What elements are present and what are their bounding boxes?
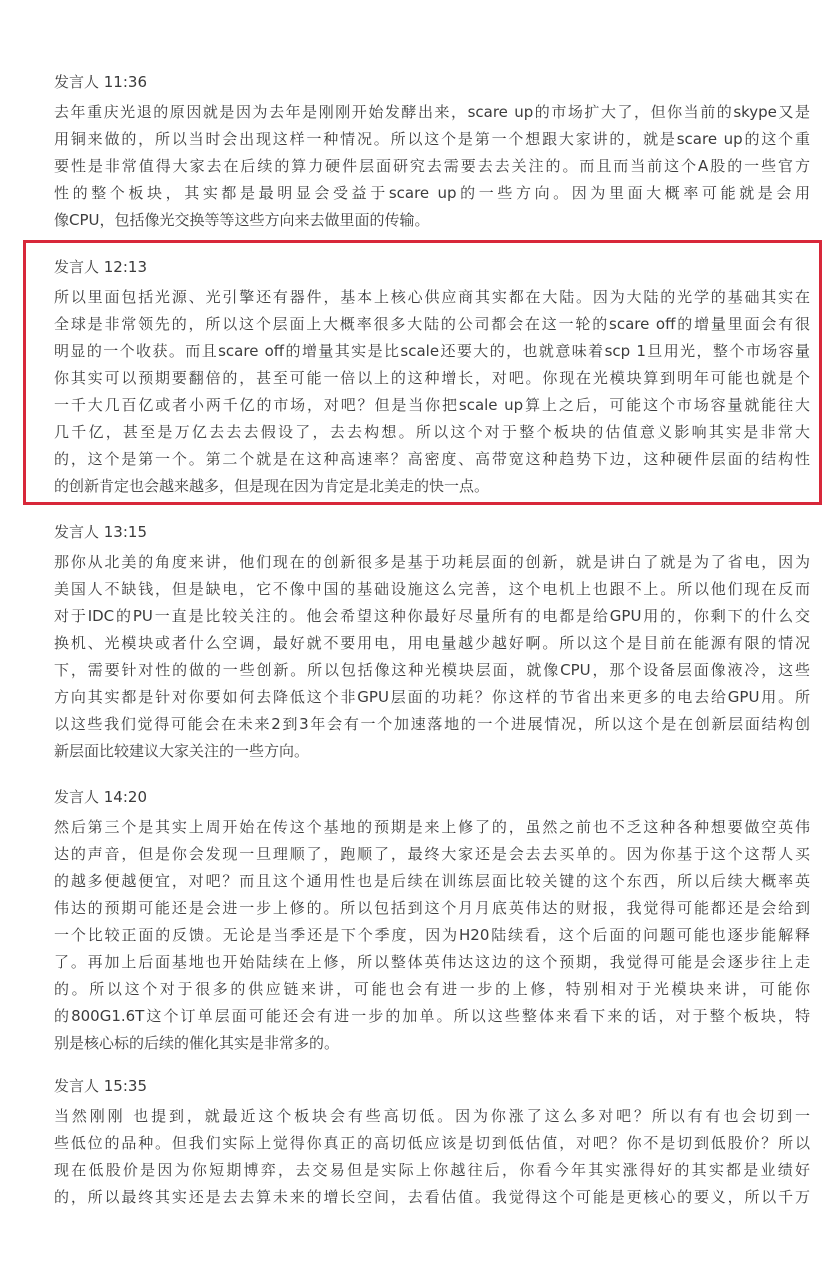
paragraph-line: 对于IDC的PU一直是比较关注的。他会希望这种你最好尽量所有的电都是给GPU用的，你剩下的什么交	[54, 607, 810, 625]
paragraph-line: 换机、光模块或者什么空调，最好就不要用电，用电量越少越好啊。所以这个是目前在能源有限的情况	[54, 634, 810, 652]
paragraph-line: 新层面比较建议大家关注的一些方向。	[54, 742, 310, 760]
paragraph-line: 现在低股价是因为你短期博弈，去交易但是实际上你越往后，你看今年其实涨得好的其实都是业绩好	[54, 1161, 810, 1179]
paragraph-line: 用铜来做的，所以当时会出现这样一种情况。所以这个是第一个想跟大家讲的，就是scare up的这个重	[54, 130, 810, 148]
paragraph-line: 下，需要针对性的做的一些创新。所以包括像这种光模块层面，就像CPU，那个设备层面像液冷，这些	[54, 661, 810, 679]
paragraph-line: 所以里面包括光源、光引擎还有器件，基本上核心供应商其实都在大陆。因为大陆的光学的基础其实在	[54, 288, 810, 306]
transcript-section	[54, 787, 810, 1057]
paragraph-line: 别是核心标的后续的催化其实是非常多的。	[54, 1034, 340, 1052]
transcript-section	[54, 1076, 810, 1211]
transcript-section-highlighted	[54, 257, 810, 500]
paragraph-line: 性的整个板块，其实都是最明显会受益于scare up的一些方向。因为里面大概率可能就是会用	[54, 184, 810, 202]
paragraph-line: 的越多便越便宜，对吧？而且这个通用性也是后续在训练层面比较关键的这个东西，所以后续大概率英	[54, 872, 810, 890]
speaker-timestamp: 发言人 13:15	[54, 523, 147, 541]
paragraph-line: 像CPU，包括像光交换等等这些方向来去做里面的传输。	[54, 211, 430, 229]
paragraph-line: 全球是非常领先的，所以这个层面上大概率很多大陆的公司都会在这一轮的scare off的增量里面会有很	[54, 315, 810, 333]
paragraph-line: 达的声音，但是你会发现一旦理顺了，跑顺了，最终大家还是会去去买单的。因为你基于这个这帮人买	[54, 845, 810, 863]
paragraph-line: 的800G1.6T这个订单层面可能还会有进一步的加单。所以这些整体来看下来的话，对于整个板块，特	[54, 1007, 810, 1025]
paragraph-line: 那你从北美的角度来讲，他们现在的创新很多是基于功耗层面的创新，就是讲白了就是为了省电，因为	[54, 553, 810, 571]
transcript-section	[54, 522, 810, 765]
paragraph-line: 当然刚刚 也提到，就最近这个板块会有些高切低。因为你涨了这么多对吧？所以有有也会切到一	[54, 1107, 810, 1125]
paragraph-line: 伟达的预期可能还是会进一步上修的。所以包括到这个月月底英伟达的财报，我觉得可能都还是会给到	[54, 899, 810, 917]
speaker-timestamp: 发言人 14:20	[54, 788, 147, 806]
paragraph-line: 然后第三个是其实上周开始在传这个基地的预期是来上修了的，虽然之前也不乏这种各种想要做空英伟	[54, 818, 810, 836]
paragraph-line: 一个比较正面的反馈。无论是当季还是下个季度，因为H20陆续看，这个后面的问题可能也逐步能解释	[54, 926, 810, 944]
speaker-timestamp: 发言人 12:13	[54, 258, 147, 276]
paragraph-line: 要性是非常值得大家去在后续的算力硬件层面研究去需要去去关注的。而且而当前这个A股的一些官方	[54, 157, 810, 175]
paragraph-line: 的创新肯定也会越来越多，但是现在因为肯定是北美走的快一点。	[54, 477, 490, 495]
paragraph-line: 几千亿，甚至是万亿去去去假设了，去去构想。所以这个对于整个板块的估值意义影响其实是非常大	[54, 423, 810, 441]
paragraph-line: 美国人不缺钱，但是缺电，它不像中国的基础设施这么完善，这个电机上也跟不上。所以他们现在反而	[54, 580, 810, 598]
paragraph-line: 以这些我们觉得可能会在未来2到3年会有一个加速落地的一个进展情况，所以这个是在创新层面结构创	[54, 715, 810, 733]
speaker-timestamp: 发言人 15:35	[54, 1077, 147, 1095]
paragraph-line: 些低位的品种。但我们实际上觉得你真正的高切低应该是切到低估值，对吧？你不是切到低股价？所以	[54, 1134, 810, 1152]
paragraph-line: 你其实可以预期要翻倍的，甚至可能一倍以上的这种增长，对吧。你现在光模块算到明年可能也就是个	[54, 369, 810, 387]
transcript-section	[54, 72, 810, 234]
paragraph-line: 的，所以最终其实还是去去算未来的增长空间，去看估值。我觉得这个可能是更核心的要义，所以千万	[54, 1188, 810, 1206]
paragraph-line: 的，这个是第一个。第二个就是在这种高速率？高密度、高带宽这种趋势下边，这种硬件层面的结构性	[54, 450, 810, 468]
paragraph-line: 方向其实都是针对你要如何去降低这个非GPU层面的功耗？你这样的节省出来更多的电去给GPU用。所	[54, 688, 810, 706]
paragraph-line: 去年重庆光退的原因就是因为去年是刚刚开始发酵出来，scare up的市场扩大了，但你当前的skype又是	[54, 103, 810, 121]
paragraph-line: 明显的一个收获。而且scare off的增量其实是比scale还要大的，也就意味着scp 1旦用光，整个市场容量	[54, 342, 810, 360]
paragraph-line: 了。再加上后面基地也开始陆续在上修，所以整体英伟达这边的这个预期，我觉得可能是会逐步往上走	[54, 953, 810, 971]
speaker-timestamp: 发言人 11:36	[54, 73, 147, 91]
paragraph-line: 一千大几百亿或者小两千亿的市场，对吧？但是当你把scale up算上之后，可能这个市场容量就能往大	[54, 396, 810, 414]
paragraph-line: 的。所以这个对于很多的供应链来讲，可能也会有进一步的上修，特别相对于光模块来讲，可能你	[54, 980, 810, 998]
